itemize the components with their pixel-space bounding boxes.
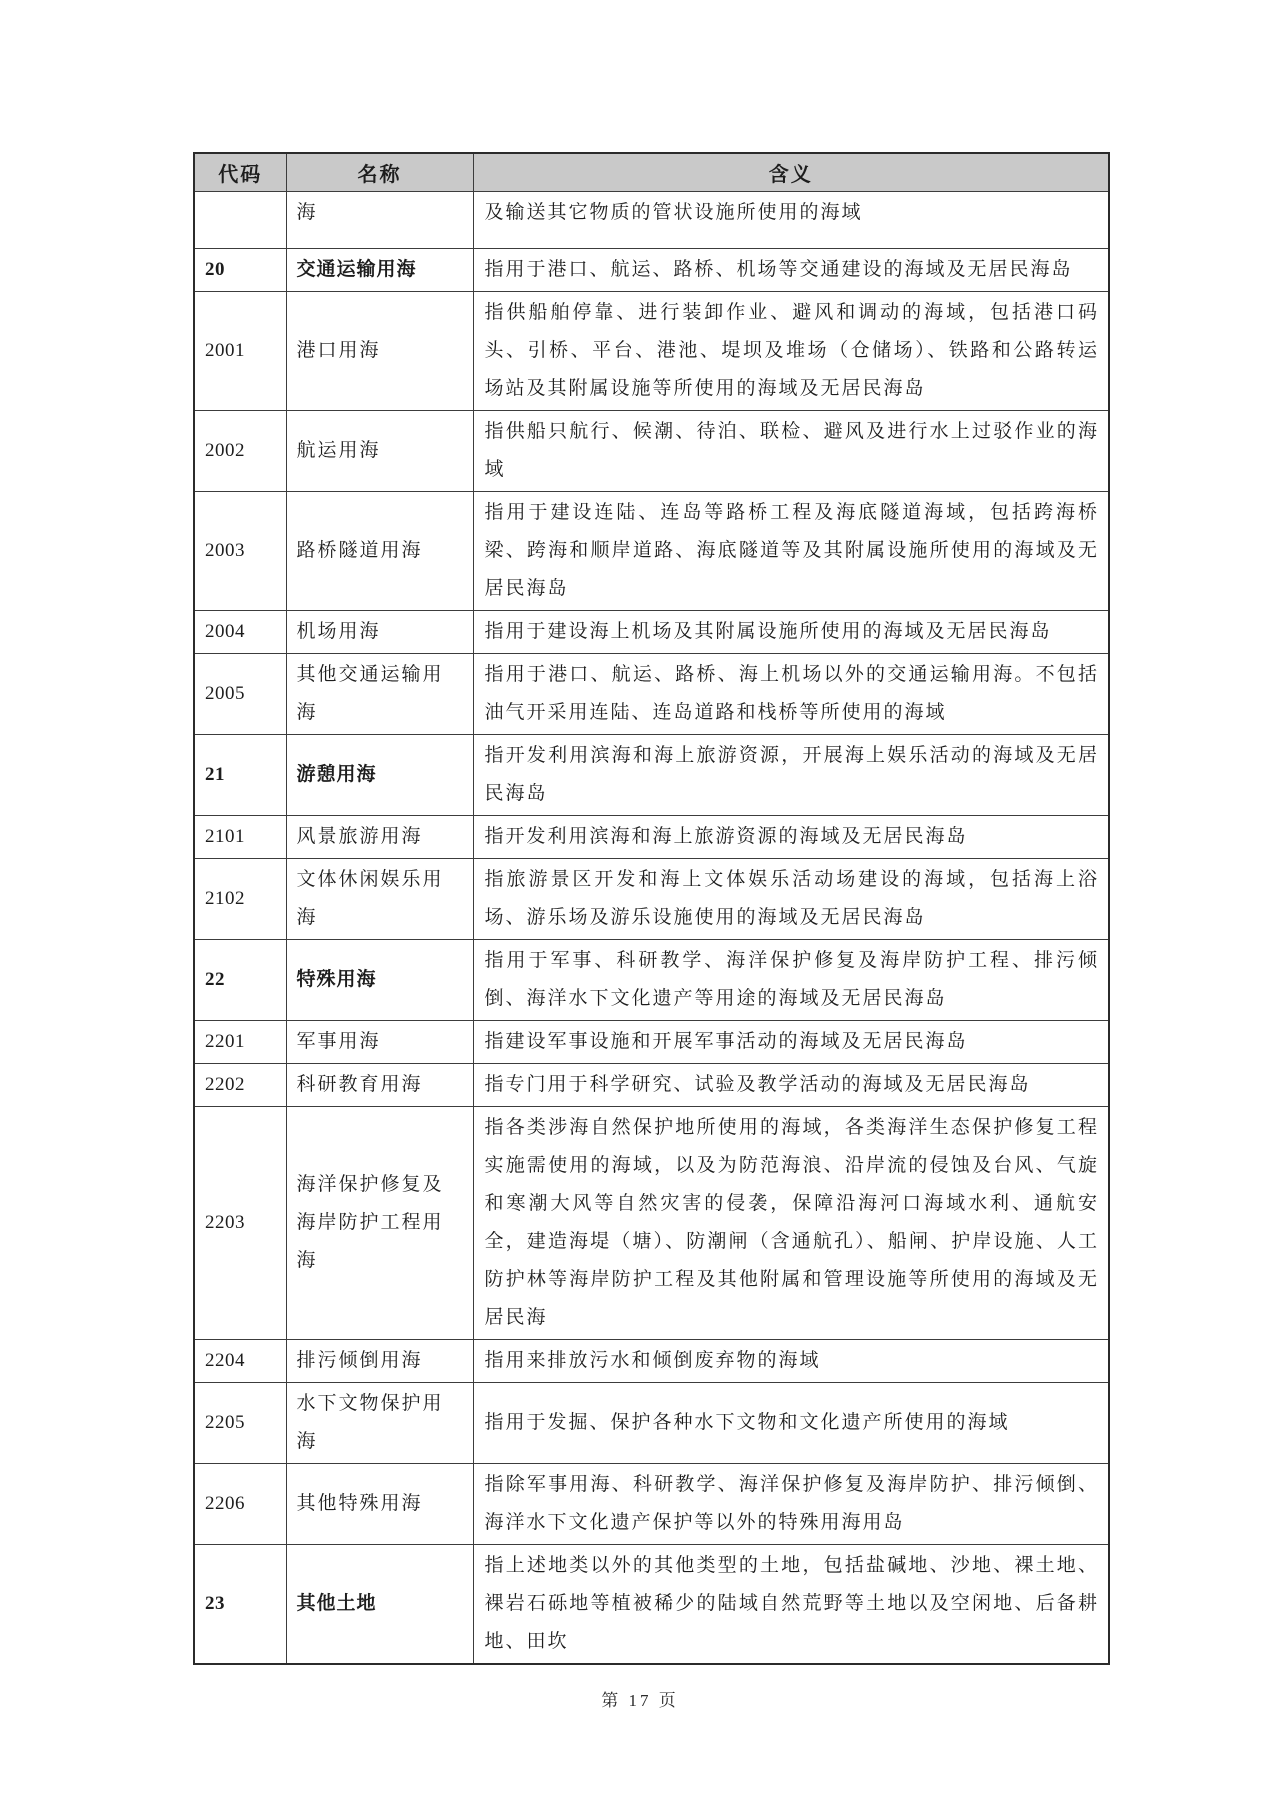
- code-cell: 2203: [194, 1106, 286, 1339]
- code-cell: 2202: [194, 1063, 286, 1106]
- code-cell: 2205: [194, 1382, 286, 1463]
- name-cell: 交通运输用海: [286, 248, 473, 291]
- table-header: [194, 153, 1109, 191]
- meaning-cell: 指建设军事设施和开展军事活动的海域及无居民海岛: [473, 1020, 1109, 1063]
- code-cell: 2201: [194, 1020, 286, 1063]
- code-cell: 2102: [194, 858, 286, 939]
- code-cell: 2206: [194, 1463, 286, 1544]
- meaning-cell: 指用于建设海上机场及其附属设施所使用的海域及无居民海岛: [473, 610, 1109, 653]
- code-cell: 2001: [194, 291, 286, 410]
- meaning-cell: 指开发利用滨海和海上旅游资源，开展海上娱乐活动的海域及无居民海岛: [473, 734, 1109, 815]
- code-cell: 2004: [194, 610, 286, 653]
- meaning-cell: 指专门用于科学研究、试验及教学活动的海域及无居民海岛: [473, 1063, 1109, 1106]
- header-code: 代码: [194, 153, 286, 191]
- table-row: [194, 291, 1109, 410]
- table-row: [194, 1063, 1109, 1106]
- meaning-cell: 指用于建设连陆、连岛等路桥工程及海底隧道海域，包括跨海桥梁、跨海和顺岸道路、海底隧道等及其附属设施所使用的海域及无居民海岛: [473, 491, 1109, 610]
- name-cell: 港口用海: [286, 291, 473, 410]
- code-cell: 23: [194, 1544, 286, 1664]
- meaning-cell: 指用于发掘、保护各种水下文物和文化遗产所使用的海域: [473, 1382, 1109, 1463]
- name-cell: 海洋保护修复及海岸防护工程用海: [286, 1106, 473, 1339]
- name-cell: 文体休闲娱乐用海: [286, 858, 473, 939]
- table-row: [194, 858, 1109, 939]
- name-cell: 其他特殊用海: [286, 1463, 473, 1544]
- meaning-cell: 指用来排放污水和倾倒废弃物的海域: [473, 1339, 1109, 1382]
- meaning-cell: 指用于港口、航运、路桥、机场等交通建设的海域及无居民海岛: [473, 248, 1109, 291]
- table-row: [194, 1463, 1109, 1544]
- table-row: [194, 815, 1109, 858]
- meaning-cell: 指上述地类以外的其他类型的土地，包括盐碱地、沙地、裸土地、裸岩石砾地等植被稀少的陆域自然荒野等土地以及空闲地、后备耕地、田坎: [473, 1544, 1109, 1664]
- meaning-cell: 指用于军事、科研教学、海洋保护修复及海岸防护工程、排污倾倒、海洋水下文化遗产等用途的海域及无居民海岛: [473, 939, 1109, 1020]
- sea-use-classification-table: [193, 152, 1110, 1665]
- table-row: [194, 734, 1109, 815]
- name-cell: 排污倾倒用海: [286, 1339, 473, 1382]
- table-row: [194, 1106, 1109, 1339]
- code-cell: 2003: [194, 491, 286, 610]
- meaning-cell: 指各类涉海自然保护地所使用的海域，各类海洋生态保护修复工程实施需使用的海域，以及为防范海浪、沿岸流的侵蚀及台风、气旋和寒潮大风等自然灾害的侵袭，保障沿海河口海域水利、通航安全，建造海堤（塘）、防潮闸（含通航孔）、船闸、护岸设施、人工防护林等海岸防护工程及其他附属和管理设施等所使用的海域及无居民海: [473, 1106, 1109, 1339]
- code-cell: [194, 191, 286, 248]
- table-row: [194, 1020, 1109, 1063]
- table-row: [194, 653, 1109, 734]
- header-meaning: 含义: [473, 153, 1109, 191]
- name-cell: 水下文物保护用海: [286, 1382, 473, 1463]
- code-cell: 2204: [194, 1339, 286, 1382]
- meaning-cell: 指旅游景区开发和海上文体娱乐活动场建设的海域，包括海上浴场、游乐场及游乐设施使用的海域及无居民海岛: [473, 858, 1109, 939]
- code-cell: 2005: [194, 653, 286, 734]
- table-row: [194, 1544, 1109, 1664]
- header-name: 名称: [286, 153, 473, 191]
- code-cell: 2002: [194, 410, 286, 491]
- meaning-cell: 及输送其它物质的管状设施所使用的海域: [473, 191, 1109, 248]
- table-row: [194, 491, 1109, 610]
- name-cell: 特殊用海: [286, 939, 473, 1020]
- code-cell: 22: [194, 939, 286, 1020]
- meaning-cell: 指用于港口、航运、路桥、海上机场以外的交通运输用海。不包括油气开采用连陆、连岛道路和栈桥等所使用的海域: [473, 653, 1109, 734]
- meaning-cell: 指供船只航行、候潮、待泊、联检、避风及进行水上过驳作业的海域: [473, 410, 1109, 491]
- name-cell: 军事用海: [286, 1020, 473, 1063]
- name-cell: 其他交通运输用海: [286, 653, 473, 734]
- page-number: 第 17 页: [601, 1691, 679, 1710]
- name-cell: 科研教育用海: [286, 1063, 473, 1106]
- table-row: [194, 410, 1109, 491]
- table-row: [194, 939, 1109, 1020]
- meaning-cell: 指供船舶停靠、进行装卸作业、避风和调动的海域，包括港口码头、引桥、平台、港池、堤坝及堆场（仓储场）、铁路和公路转运场站及其附属设施等所使用的海域及无居民海岛: [473, 291, 1109, 410]
- name-cell: 机场用海: [286, 610, 473, 653]
- table-row: [194, 1382, 1109, 1463]
- table-row: [194, 191, 1109, 248]
- table-row: [194, 610, 1109, 653]
- name-cell: 路桥隧道用海: [286, 491, 473, 610]
- name-cell: 游憩用海: [286, 734, 473, 815]
- table-row: [194, 1339, 1109, 1382]
- name-cell: 风景旅游用海: [286, 815, 473, 858]
- table-row: [194, 248, 1109, 291]
- meaning-cell: 指除军事用海、科研教学、海洋保护修复及海岸防护、排污倾倒、海洋水下文化遗产保护等以外的特殊用海用岛: [473, 1463, 1109, 1544]
- code-cell: 20: [194, 248, 286, 291]
- name-cell: 海: [286, 191, 473, 248]
- code-cell: 21: [194, 734, 286, 815]
- table-body: [194, 191, 1109, 1664]
- table-header-row: [194, 153, 1109, 191]
- meaning-cell: 指开发利用滨海和海上旅游资源的海域及无居民海岛: [473, 815, 1109, 858]
- name-cell: 其他土地: [286, 1544, 473, 1664]
- name-cell: 航运用海: [286, 410, 473, 491]
- code-cell: 2101: [194, 815, 286, 858]
